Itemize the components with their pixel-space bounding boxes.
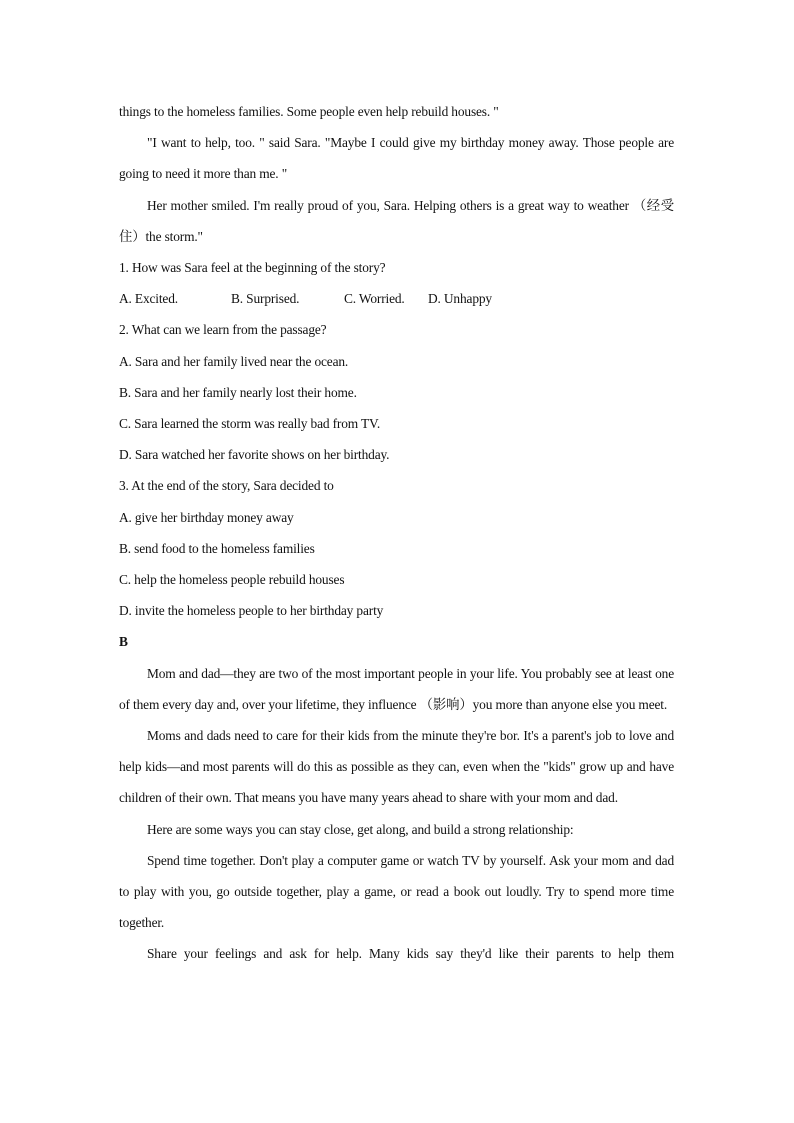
passage-a-paragraph: Her mother smiled. I'm really proud of you, Sara. Helping others is a great way to weather （经受住）the storm." [119, 197, 674, 244]
option-b: B. Surprised. [231, 291, 300, 307]
option-b: B. send food to the homeless families [119, 540, 315, 556]
passage-b-paragraph: Mom and dad—they are two of the most important people in your life. You probably see at least one of them every day and, over your lifetime, they influence （影响）you more than anyone else you meet. [119, 665, 674, 712]
option-a: A. Sara and her family lived near the ocean. [119, 353, 349, 369]
option-d: D. Unhappy [428, 291, 492, 307]
passage-b-paragraph: Spend time together. Don't play a computer game or watch TV by yourself. Ask your mom and dad to play with you, go outside together, play a game, or read a book out loudly. Try to spend more time together. [119, 852, 674, 931]
option-a: A. give her birthday money away [119, 509, 294, 525]
passage-a-paragraph: things to the homeless families. Some people even help rebuild houses. " [119, 104, 499, 119]
option-a: A. Excited. [119, 291, 178, 307]
question-stem: 2. What can we learn from the passage? [119, 322, 327, 338]
question-3 [119, 470, 674, 626]
question-1 [119, 252, 674, 314]
option-c: C. Sara learned the storm was really bad from TV. [119, 416, 381, 432]
option-c: C. help the homeless people rebuild houses [119, 572, 345, 588]
passage-a-paragraph: "I want to help, too. " said Sara. "Maybe I could give my birthday money away. Those people are going to need it more than me. " [119, 135, 674, 182]
section-heading: B [119, 634, 128, 650]
option-d: D. invite the homeless people to her birthday party [119, 603, 384, 619]
question-2 [119, 314, 674, 470]
option-c: C. Worried. [344, 291, 405, 307]
question-options [119, 283, 674, 314]
passage-b-paragraph: Moms and dads need to care for their kids from the minute they're bor. It's a parent's job to love and help kids—and most parents will do this as possible as they can, even when the "kids" grow up and have children of their own. That means you have many years ahead to share with your mom and dad. [119, 728, 674, 806]
passage-b-paragraph: Here are some ways you can stay close, get along, and build a strong relationship: [147, 821, 574, 837]
question-stem: 3. At the end of the story, Sara decided to [119, 478, 334, 494]
option-d: D. Sara watched her favorite shows on her birthday. [119, 447, 390, 463]
document-page [119, 96, 674, 970]
option-b: B. Sara and her family nearly lost their home. [119, 384, 357, 400]
passage-b-paragraph: Share your feelings and ask for help. Many kids say they'd like their parents to help them [147, 946, 674, 962]
question-stem: 1. How was Sara feel at the beginning of the story? [119, 260, 386, 276]
